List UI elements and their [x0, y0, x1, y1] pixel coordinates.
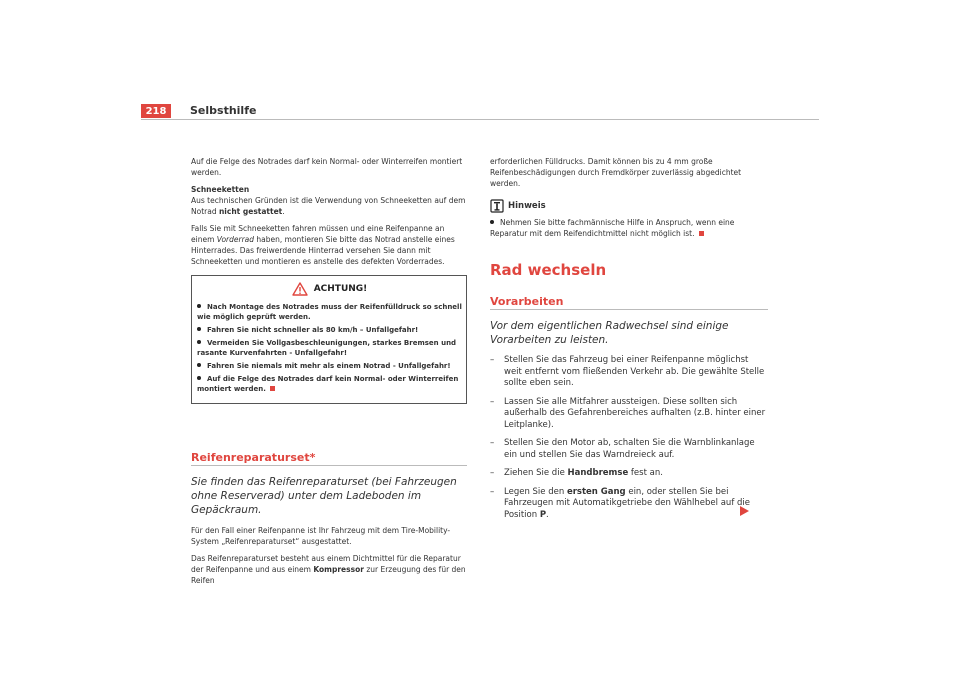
- next-arrow-icon[interactable]: [738, 505, 750, 517]
- stop-square-icon: [270, 386, 275, 391]
- warning-title: ACHTUNG!: [313, 284, 368, 294]
- section-intro: Vor dem eigentlichen Radwechsel sind einige Vorarbeiten zu leisten.: [490, 320, 729, 346]
- left-column: [191, 156, 467, 592]
- step-item: – Lassen Sie alle Mitfahrer aussteigen. Diese sollten sich außerhalb des Gefahrenbereiches aufhalten (z.B. hinter einer Leitplanke).: [490, 396, 766, 430]
- chapter-heading: Rad wechseln: [490, 261, 607, 279]
- step-item: – Stellen Sie den Motor ab, schalten Sie die Warnblinkanlage ein und stellen Sie das Warndreieck auf.: [490, 438, 755, 460]
- warning-box: [191, 275, 467, 404]
- step-item: – Ziehen Sie die Handbremse fest an.: [490, 468, 663, 478]
- warning-item: Nach Montage des Notrades muss der Reifenfülldruck so schnell wie möglich geprüft werden.: [197, 303, 462, 321]
- warning-item: Fahren Sie niemals mit mehr als einem Notrad - Unfallgefahr!: [197, 361, 462, 371]
- warning-triangle-icon: [292, 282, 308, 296]
- paragraph: Für den Fall einer Reifenpanne ist Ihr Fahrzeug mit dem Tire-Mobility-System „Reifenreparaturset“ ausgestattet.: [191, 526, 451, 546]
- stop-square-icon: [699, 231, 704, 236]
- note-icon: [490, 199, 504, 213]
- header-title: Selbsthilfe: [190, 104, 257, 117]
- warning-item: Vermeiden Sie Vollgasbeschleunigungen, starkes Bremsen und rasante Kurvenfahrten - Unfallgefahr!: [197, 339, 457, 357]
- paragraph: Falls Sie mit Schneeketten fahren müssen und eine Reifenpanne an einem Vorderrad haben, montieren Sie bitte das Notrad anstelle eines Hinterrades. Das freiwerdende Hinterrad versehen Sie dann mit Schneeketten und montieren es anstelle des defekten Vorderrades.: [191, 224, 455, 266]
- note-text: Nehmen Sie bitte fachmännische Hilfe in Anspruch, wenn eine Reparatur mit dem Reifendichtmittel nicht möglich ist.: [490, 218, 735, 238]
- paragraph: Das Reifenreparaturset besteht aus einem Dichtmittel für die Reparatur der Reifenpanne und aus einem Kompressor zur Erzeugung des für den Reifen: [191, 554, 466, 585]
- right-column: [490, 156, 768, 528]
- chains-title: Schneeketten: [191, 185, 250, 194]
- section-heading: Vorarbeiten: [490, 296, 768, 310]
- paragraph: Auf die Felge des Notrades darf kein Normal- oder Winterreifen montiert werden.: [191, 157, 463, 177]
- paragraph: Aus technischen Gründen ist die Verwendung von Schneeketten auf dem Notrad nicht gestattet.: [191, 196, 466, 216]
- section-intro: Sie finden das Reifenreparaturset (bei Fahrzeugen ohne Reserverad) unter dem Ladeboden im Gepäckraum.: [191, 476, 457, 516]
- section-heading: Reifenreparaturset*: [191, 452, 467, 466]
- step-item: – Legen Sie den ersten Gang ein, oder stellen Sie bei Fahrzeugen mit Automatikgetriebe den Wählhebel auf die Position P.: [490, 486, 750, 520]
- page-number: 218: [141, 104, 171, 118]
- header-rule: [141, 119, 819, 120]
- note-header: [490, 199, 768, 213]
- warning-item: Fahren Sie nicht schneller als 80 km/h – Unfallgefahr!: [197, 325, 462, 335]
- note-title: Hinweis: [508, 200, 546, 211]
- warning-header: [197, 282, 462, 296]
- paragraph: erforderlichen Fülldrucks. Damit können bis zu 4 mm große Reifenbeschädigungen durch Fremdkörper zuverlässig abgedichtet werden.: [490, 157, 742, 188]
- warning-item: Auf die Felge des Notrades darf kein Normal- oder Winterreifen montiert werden.: [197, 375, 459, 393]
- step-item: – Stellen Sie das Fahrzeug bei einer Reifenpanne möglichst weit entfernt vom fließenden Verkehr ab. Die gewählte Stelle sollte eben sein.: [490, 355, 765, 388]
